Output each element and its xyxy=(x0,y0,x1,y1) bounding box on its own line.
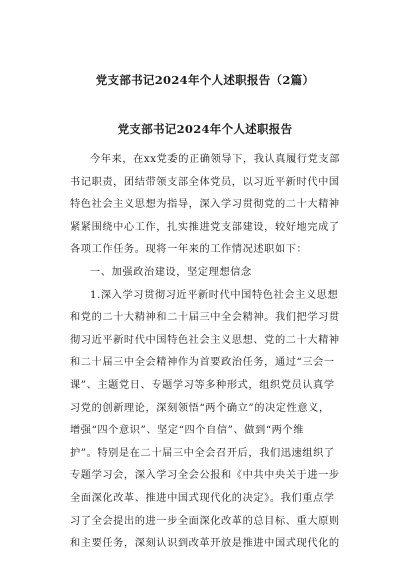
body-line: 特色社会主义思想为指导，深入学习贯彻党的二十大精神 xyxy=(70,199,340,211)
body-line: 护”。特别是在二十届三中全会召开后，我们迅速组织了 xyxy=(70,447,335,459)
body-line: 和主要任务，深刻认识到改革开放是推进中国式现代化的 xyxy=(70,538,340,550)
body-line: 全面深化改革、推进中国式现代化的决定》。我们重点学 xyxy=(70,492,335,504)
body-line: 增强“四个意识”、坚定“四个自信”、做到“两个维 xyxy=(70,425,305,437)
document-title: 党支部书记2024年个人述职报告（2篇） xyxy=(95,73,315,87)
body-line: 和二十届三中全会精神作为首要政治任务，通过“三会一 xyxy=(70,357,335,369)
document-subtitle: 党支部书记2024年个人述职报告 xyxy=(117,122,293,136)
body-line: 书记职责，团结带领支部全体党员，以习近平新时代中国 xyxy=(70,176,340,188)
body-line: 彻习近平新时代中国特色社会主义思想、党的二十大精神 xyxy=(70,334,340,346)
body-line: 今年来，在xx党委的正确领导下，我认真履行党支部 xyxy=(90,154,341,165)
body-line: 紧紧围绕中心工作，扎实推进党支部建设，较好地完成了 xyxy=(70,221,340,233)
body-line: 和党的二十大精神和二十届三中全会精神。我们把学习贯 xyxy=(70,312,340,324)
document-body xyxy=(70,149,348,556)
body-line: 各项工作任务。现将一年来的工作情况述职如下： xyxy=(70,244,308,256)
body-line: 课”、主题党日、专题学习等多种形式，组织党员认真学 xyxy=(70,379,335,391)
body-line: 1.深入学习贯彻习近平新时代中国特色社会主义思想 xyxy=(90,289,339,301)
body-line: 习了全会提出的进一步全面深化改革的总目标、重大原则 xyxy=(70,515,340,527)
body-line: 专题学习会，深入学习全会公报和《中共中央关于进一步 xyxy=(70,470,340,482)
body-line: 习党的创新理论，深刻领悟“两个确立”的决定性意义， xyxy=(70,402,330,414)
body-line: 一、加强政治建设，坚定理想信念 xyxy=(90,266,252,278)
